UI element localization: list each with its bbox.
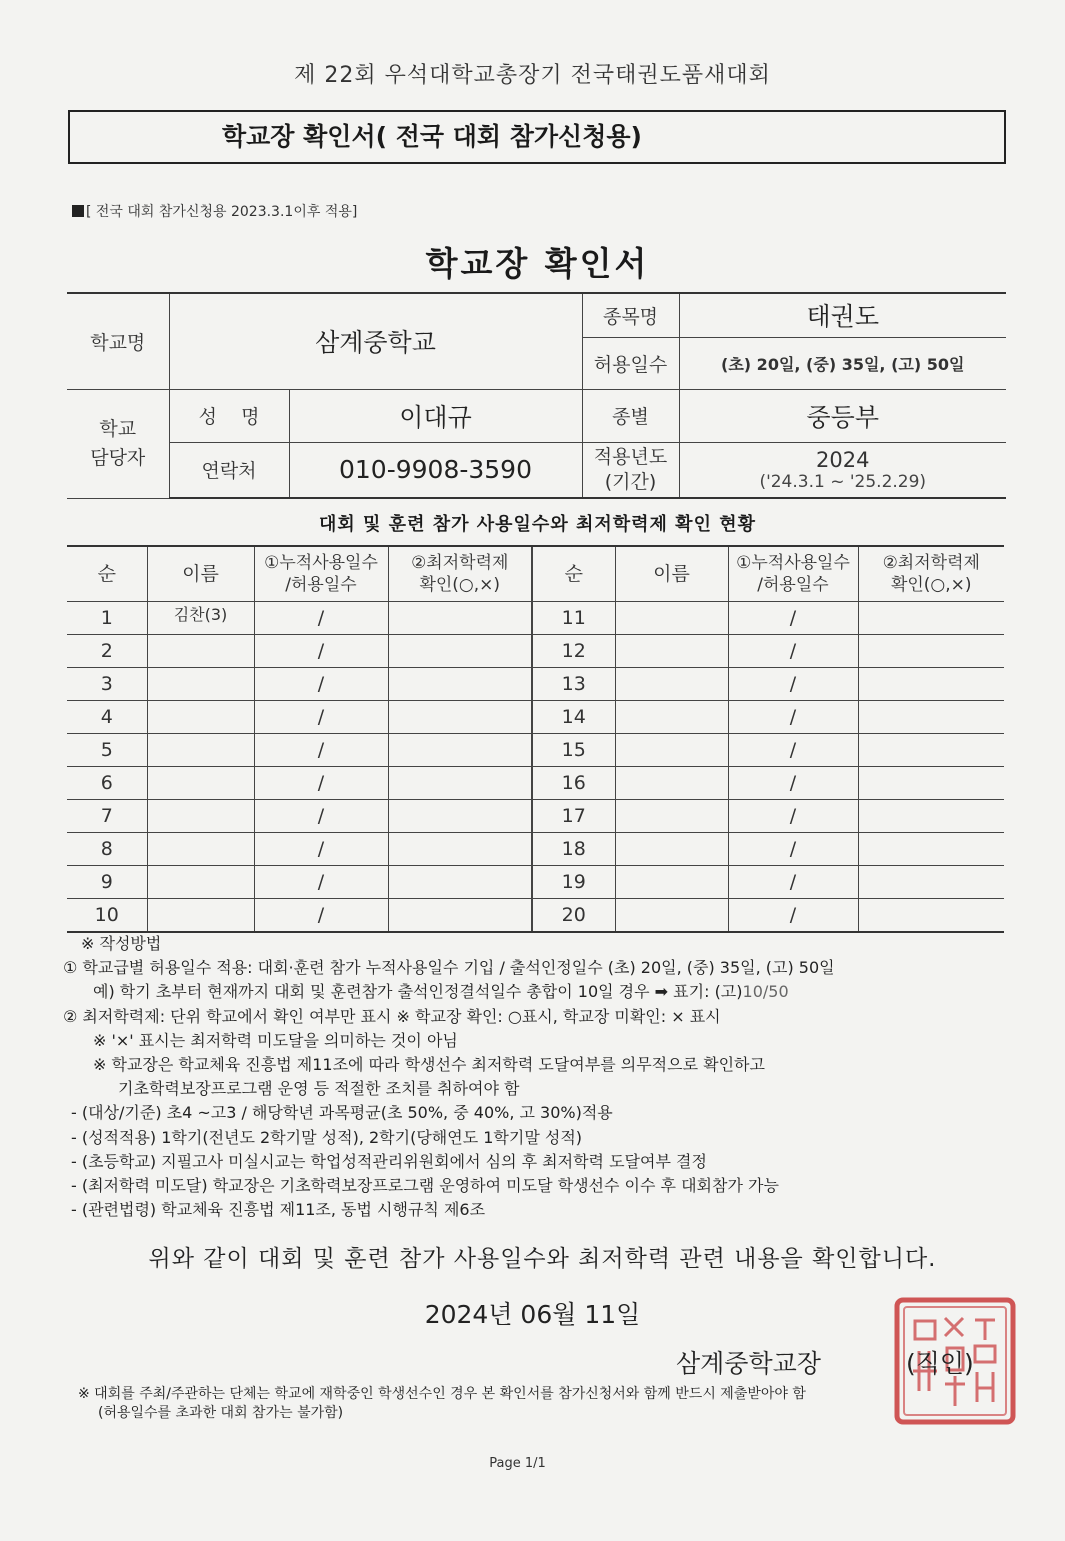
row-no: 8 bbox=[67, 833, 147, 866]
period-value: ('24.3.1 ~ '25.2.29) bbox=[759, 471, 927, 492]
header-name-right: 이름 bbox=[615, 546, 728, 602]
row-no: 9 bbox=[67, 866, 147, 899]
notes-item-1-example-text: 예) 학기 초부터 현재까지 대회 및 훈련참가 출석인정결석일수 총합이 10일 경우 ➡ 표기: (고) bbox=[93, 982, 743, 1002]
instructions bbox=[63, 932, 1023, 1222]
status-title: 대회 및 훈련 참가 사용일수와 최저학력제 확인 현황 bbox=[318, 514, 756, 535]
row-check bbox=[858, 635, 1004, 668]
notes-item-2: ② 최저학력제: 단위 학교에서 확인 여부만 표시 ※ 학교장 확인: ○표시, 학교장 미확인: × 표시 bbox=[63, 1006, 721, 1026]
manager-name-label: 성 명 bbox=[169, 389, 289, 442]
manager-label: 학교 담당자 bbox=[67, 389, 169, 498]
row-days: / bbox=[728, 899, 858, 933]
row-check bbox=[388, 767, 532, 800]
row-name bbox=[147, 734, 254, 767]
event-name-label: 종목명 bbox=[582, 293, 679, 337]
table-row bbox=[67, 701, 1004, 734]
table-row bbox=[67, 635, 1004, 668]
row-days: / bbox=[728, 767, 858, 800]
row-no: 2 bbox=[67, 635, 147, 668]
row-name bbox=[147, 800, 254, 833]
row-days: / bbox=[728, 866, 858, 899]
row-days: / bbox=[728, 635, 858, 668]
row-check bbox=[388, 701, 532, 734]
row-check bbox=[858, 602, 1004, 635]
category-value: 중등부 bbox=[679, 389, 1006, 442]
table-row bbox=[67, 800, 1004, 833]
table-row bbox=[67, 833, 1004, 866]
header-no-right: 순 bbox=[532, 546, 615, 602]
footer-note-line-1: ※ 대회를 주최/주관하는 단체는 학교에 재학중인 학생선수인 경우 본 확인서를 참가신청서와 함께 반드시 제출받아야 함 bbox=[78, 1386, 806, 1402]
row-check bbox=[388, 734, 532, 767]
row-days: / bbox=[728, 701, 858, 734]
table-row bbox=[67, 668, 1004, 701]
row-name bbox=[147, 701, 254, 734]
row-no: 16 bbox=[532, 767, 615, 800]
row-name bbox=[615, 800, 728, 833]
row-name bbox=[615, 734, 728, 767]
notes-dash-3: - (초등학교) 지필고사 미실시교는 학업성적관리위원회에서 심의 후 최저학력 도달여부 결정 bbox=[71, 1151, 707, 1171]
category-label: 종별 bbox=[582, 389, 679, 442]
row-no: 6 bbox=[67, 767, 147, 800]
row-no: 4 bbox=[67, 701, 147, 734]
table-row bbox=[67, 602, 1004, 635]
notes-item-1-example bbox=[63, 980, 1023, 1004]
table-row bbox=[67, 866, 1004, 899]
notes-dash-2: - (성적적용) 1학기(전년도 2학기말 성적), 2학기(당해연도 1학기말 성적) bbox=[71, 1127, 583, 1147]
notes-item-1-example-value: 10/50 bbox=[742, 982, 789, 1002]
notes-dash-5: - (관련법령) 학교체육 진흥법 제11조, 동법 시행규칙 제6조 bbox=[71, 1200, 486, 1220]
table-row bbox=[67, 767, 1004, 800]
row-no: 1 bbox=[67, 602, 147, 635]
confirm-date: 2024년 06월 11일 bbox=[424, 1300, 641, 1329]
row-days: / bbox=[728, 668, 858, 701]
row-no: 20 bbox=[532, 899, 615, 933]
row-check bbox=[858, 899, 1004, 933]
row-check bbox=[388, 800, 532, 833]
row-no: 13 bbox=[532, 668, 615, 701]
row-no: 19 bbox=[532, 866, 615, 899]
row-name bbox=[147, 866, 254, 899]
square-bullet-icon bbox=[72, 205, 84, 217]
row-days: / bbox=[728, 800, 858, 833]
header-days-left: ①누적사용일수 /허용일수 bbox=[254, 546, 388, 602]
main-title: 학교장 확인서 bbox=[425, 244, 650, 283]
row-no: 15 bbox=[532, 734, 615, 767]
school-name-label: 학교명 bbox=[67, 293, 169, 389]
row-days: / bbox=[254, 800, 388, 833]
row-check bbox=[388, 635, 532, 668]
year-cell bbox=[679, 442, 1006, 498]
contact-value: 010-9908-3590 bbox=[289, 442, 582, 498]
row-days: / bbox=[254, 767, 388, 800]
header-days-right: ①누적사용일수 /허용일수 bbox=[728, 546, 858, 602]
notes-heading: ※ 작성방법 bbox=[81, 934, 162, 953]
row-name bbox=[615, 668, 728, 701]
row-check bbox=[388, 899, 532, 933]
application-note bbox=[72, 201, 357, 221]
row-check bbox=[858, 833, 1004, 866]
notes-dash-4: - (최저학력 미도달) 학교장은 기초학력보장프로그램 운영하여 미도달 학생선수 이수 후 대회참가 가능 bbox=[71, 1176, 779, 1196]
row-check bbox=[388, 833, 532, 866]
row-name bbox=[615, 833, 728, 866]
row-check bbox=[858, 866, 1004, 899]
row-check bbox=[858, 668, 1004, 701]
header-check-right: ②최저학력제 확인(○,×) bbox=[858, 546, 1004, 602]
year-value: 2024 bbox=[816, 447, 870, 472]
contact-label: 연락처 bbox=[169, 442, 289, 498]
allowed-days-label: 허용일수 bbox=[582, 337, 679, 389]
row-days: / bbox=[254, 635, 388, 668]
row-name bbox=[147, 635, 254, 668]
principal-name: 삼계중학교장 bbox=[676, 1349, 821, 1378]
row-name bbox=[147, 767, 254, 800]
row-no: 17 bbox=[532, 800, 615, 833]
row-name bbox=[615, 767, 728, 800]
row-no: 7 bbox=[67, 800, 147, 833]
form-title: 학교장 확인서( 전국 대회 참가신청용) bbox=[68, 110, 1006, 164]
row-days: / bbox=[254, 833, 388, 866]
row-name bbox=[615, 701, 728, 734]
row-no: 10 bbox=[67, 899, 147, 933]
row-days: / bbox=[254, 734, 388, 767]
row-check bbox=[388, 866, 532, 899]
notes-item-2-note-2: ※ 학교장은 학교체육 진흥법 제11조에 따라 학생선수 최저학력 도달여부를 의무적으로 확인하고 bbox=[93, 1055, 765, 1075]
notes-item-2-note-2b: 기초학력보장프로그램 운영 등 적절한 조치를 취하여야 함 bbox=[118, 1079, 520, 1099]
row-days: / bbox=[254, 602, 388, 635]
usage-status-table bbox=[67, 545, 1004, 933]
row-check bbox=[858, 767, 1004, 800]
school-name-value: 삼계중학교 bbox=[169, 293, 582, 389]
event-title: 제 22회 우석대학교총장기 전국태권도품새대회 bbox=[294, 63, 771, 88]
row-days: / bbox=[728, 833, 858, 866]
confirm-statement: 위와 같이 대회 및 훈련 참가 사용일수와 최저학력 관련 내용을 확인합니다. bbox=[148, 1246, 937, 1272]
application-note-text: [ 전국 대회 참가신청용 2023.3.1이후 적용] bbox=[86, 204, 358, 220]
row-name bbox=[147, 668, 254, 701]
event-name-value: 태권도 bbox=[679, 293, 1006, 337]
allowed-days-value: (초) 20일, (중) 35일, (고) 50일 bbox=[679, 337, 1006, 389]
row-days: / bbox=[254, 899, 388, 933]
row-check bbox=[388, 602, 532, 635]
row-no: 5 bbox=[67, 734, 147, 767]
row-name bbox=[615, 635, 728, 668]
row-no: 14 bbox=[532, 701, 615, 734]
seal-label: (직인) bbox=[906, 1349, 974, 1378]
table-row bbox=[67, 899, 1004, 933]
row-name bbox=[615, 866, 728, 899]
row-check bbox=[858, 800, 1004, 833]
page-number: Page 1/1 bbox=[489, 1456, 546, 1471]
manager-name-value: 이대규 bbox=[289, 389, 582, 442]
footer-note-line-2: (허용일수를 초과한 대회 참가는 불가함) bbox=[98, 1405, 344, 1421]
header-no-left: 순 bbox=[67, 546, 147, 602]
row-days: / bbox=[728, 602, 858, 635]
year-label: 적용년도 (기간) bbox=[582, 442, 679, 498]
row-no: 3 bbox=[67, 668, 147, 701]
row-name bbox=[615, 899, 728, 933]
row-no: 12 bbox=[532, 635, 615, 668]
row-check bbox=[858, 734, 1004, 767]
row-days: / bbox=[254, 866, 388, 899]
notes-item-1: ① 학교급별 허용일수 적용: 대회·훈련 참가 누적사용일수 기입 / 출석인정일수 (초) 20일, (중) 35일, (고) 50일 bbox=[63, 958, 835, 978]
row-no: 11 bbox=[532, 602, 615, 635]
row-name bbox=[615, 602, 728, 635]
header-name-left: 이름 bbox=[147, 546, 254, 602]
notes-dash-1: - (대상/기준) 초4 ~고3 / 해당학년 과목평균(초 50%, 중 40%, 고 30%)적용 bbox=[71, 1103, 613, 1123]
row-name: 김찬(3) bbox=[147, 602, 254, 635]
footer-note bbox=[78, 1385, 806, 1423]
notes-item-2-note-1: ※ '×' 표시는 최저학력 미도달을 의미하는 것이 아님 bbox=[93, 1030, 458, 1050]
row-check bbox=[858, 701, 1004, 734]
row-name bbox=[147, 899, 254, 933]
row-no: 18 bbox=[532, 833, 615, 866]
row-days: / bbox=[728, 734, 858, 767]
header-check-left: ②최저학력제 확인(○,×) bbox=[388, 546, 532, 602]
row-name bbox=[147, 833, 254, 866]
table-row bbox=[67, 734, 1004, 767]
school-info-table bbox=[67, 292, 1006, 499]
row-check bbox=[388, 668, 532, 701]
row-days: / bbox=[254, 701, 388, 734]
row-days: / bbox=[254, 668, 388, 701]
